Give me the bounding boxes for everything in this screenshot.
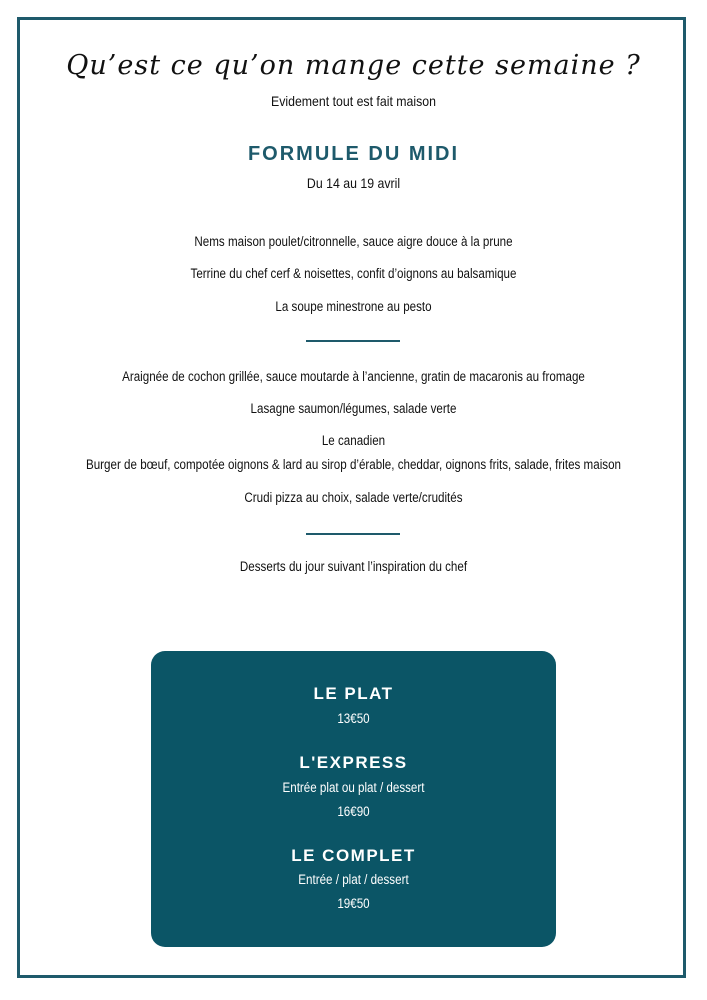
separator (306, 340, 400, 342)
formule-dates: Du 14 au 19 avril (306, 175, 401, 191)
formule-title: FORMULE DU MIDI (247, 143, 460, 165)
price-complet-value: 19€50 (337, 896, 370, 911)
price-express-value: 16€90 (337, 804, 370, 819)
price-express-name: L'EXPRESS (299, 753, 408, 772)
price-complet-desc: Entrée / plat / dessert (298, 872, 409, 887)
plat-item: Le canadien (321, 433, 386, 448)
price-plat-name: LE PLAT (313, 684, 394, 703)
plat-item: Crudi pizza au choix, salade verte/crudités (244, 490, 463, 505)
plat-item: Burger de bœuf, compotée oignons & lard au sirop d’érable, cheddar, oignons frits, salade, frites maison (85, 457, 622, 472)
price-plat-value: 13€50 (337, 711, 370, 726)
page-subtitle: Evidement tout est fait maison (270, 93, 437, 109)
entree-item: Terrine du chef cerf & noisettes, confit d’oignons au balsamique (190, 266, 517, 281)
plat-item: Araignée de cochon grillée, sauce moutarde à l’ancienne, gratin de macaronis au fromage (122, 369, 585, 384)
price-express-desc: Entrée plat ou plat / dessert (282, 780, 425, 795)
plat-item: Lasagne saumon/légumes, salade verte (250, 401, 457, 416)
price-box (151, 651, 556, 947)
entree-item: La soupe minestrone au pesto (275, 299, 432, 314)
dessert-item: Desserts du jour suivant l’inspiration du chef (239, 559, 468, 574)
price-complet-name: LE COMPLET (291, 846, 416, 865)
page-title: Qu’est ce qu’on mange cette semaine ? (66, 50, 641, 81)
entree-item: Nems maison poulet/citronnelle, sauce aigre douce à la prune (194, 234, 513, 249)
separator (306, 533, 400, 535)
